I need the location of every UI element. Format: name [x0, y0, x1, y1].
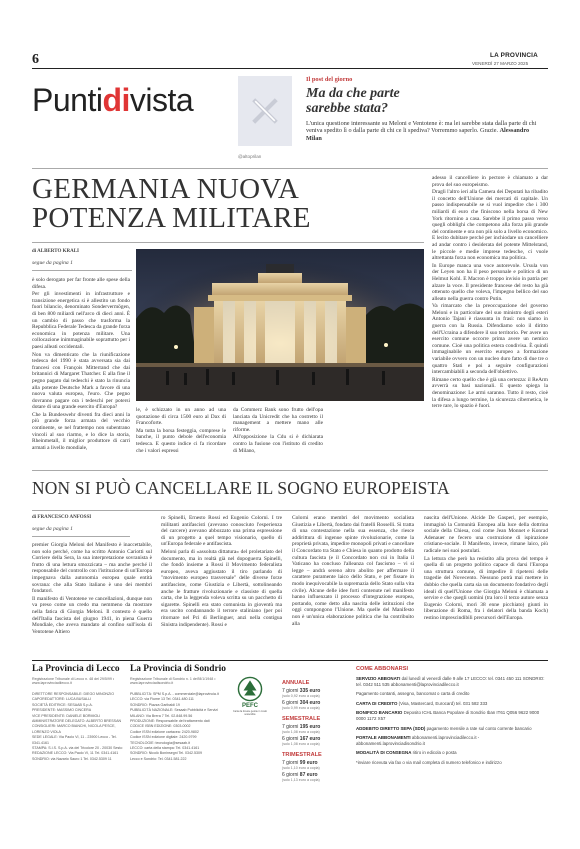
- semestrale-days-2: 6 giorni: [282, 736, 299, 742]
- subscription-text-4: Deposito ICHL Banca Popolare di Sondrio Iban IT61 Q056 9622 9000 0000 1172 X57: [356, 710, 540, 721]
- sondrio-staff-8: Codice ISSN edizione cartacea: 2420-9802: [130, 729, 199, 734]
- post-label: Il post del giorno: [306, 76, 353, 83]
- post-body: L'unica questione interessante su Meloni e Ventotene è: ma lei sarebbe stata dalla parte di chi veniva spedito lì o dalla parte di chi ce li spediva? Vorremmo saperlo. Grazie.: [306, 120, 537, 135]
- article1-byline-rule: [32, 270, 132, 271]
- article1-col1-p1: è solo derogato per far fronte alle spese della difesa.: [32, 277, 130, 290]
- article1-col4-p5: Rimane certo quello che è già una certezza: il ReArm avverrà su basi nazionali. E questo spiega la denominazione: Le armi saranno. Tutto il resto, cioè la difesa a lungo termine, la sicurezza cibernetica, le terre rare, lo spazio è fuori.: [432, 376, 548, 410]
- article1-col4-p3: In Europe manca una voce autorevole. Ursula von der Leyen non ha il peso personale e politico di un Helmut Kohl. E Macron è troppo invisio in patria per alzare la voce. Il presidente francese del resto ha già ottenuto quello che voleva, l'impegno bellico del suo alleato nella guerra contro Putin.: [432, 262, 548, 302]
- sondrio-staff-5: MILANO: Via Brera 7 Tel. 02.848.99.56: [130, 713, 193, 718]
- article1-column-1: [32, 277, 130, 462]
- article1-title-line2: POTENZA MILITARE: [32, 202, 311, 234]
- article2-col2-p2: Meloni parla di «assoluta dittatura» del proletariato del documento, ma in realtà già nel dopoguerra Spinelli, che fondò insieme a Rossi il Movimento federalista europeo, aveva aggiustato il tiro parlando di "movimento europeo trasversale" delle diverse forze antifasciste, come Giustizia e Libertà, sottolineando anche le fratture rivoluzionarie e classiste di quella carta, che la leggenda voleva scritta su un pacchetto di sigarette. Spinelli era stato comunista in gioventù ma era uscito condannando il terrore staliniano (per poi ritornare nel Pci di Berlinguer, anzi nella contigua Sinistra indipendente). Rossi e: [161, 548, 282, 628]
- article1-col3-p1: da Commerz Bank sono frutto dell'opa lanciata da Unicredit che ha costretto il management a mettere mano alle riforme.: [233, 407, 323, 433]
- trimestrale-note-1: (solo 1,10 euro a copia): [282, 766, 320, 770]
- subscription-text-8: *inviare ricevuta via fax o via mail completa di numero telefonico e indirizzo: [356, 759, 502, 765]
- subscription-text-5: pagamento mensile a rate sul conto corrente bancario: [426, 725, 532, 731]
- article1-col4-p2: Dragli l'altro ieri alla Camera dei Deputati ha ribadito il concetto dell'Unione dei mercati di capitale. Un passo indispensabile se si vuol impedire che i 300 miliardi di euro che finiscono nella borsa di New York ritornino a casa. Sarebbe il primo passo verso quegli obblighi che competono alla forza più grande del continente e ora non più solo a livello economico. E lecito dubitare perché per inchiodare un cancelliere ad andar contro i desiderata del potente Mittelstand, le piccole e medie imprese tedesche, ci vuole altrettanta forza non economica ma politica.: [432, 189, 548, 262]
- subscription-label-4: BONIFICO BANCARIO: [356, 710, 403, 716]
- sondrio-staff-3: SONDRIO: Piazza Garibaldi 19: [130, 702, 180, 707]
- pefc-logo: [232, 676, 268, 722]
- article1-top-rule: [32, 168, 548, 169]
- article1-continued: segue da pagina 1: [32, 260, 73, 266]
- lecco-staff-9: STAMPA: S.I.S. S.p.A. via del Tricolore 20 - 20030 Sesto: [32, 746, 123, 751]
- article1-col3-p2: All'opposizione la Cdu si è dichiarata contro la fusione con l'istituto di credito di Milano,: [233, 434, 323, 454]
- article1-column-4: [432, 175, 548, 462]
- semestrale-price-1: 195 euro: [299, 724, 321, 730]
- lecco-staff-8: SEDE LEGALE: Via Paolo VI, 11 - 23900 Lecco - Tel. 0341.4161: [32, 735, 117, 745]
- header-date: VENERDÌ 27 MARZO 2025: [472, 61, 529, 66]
- article2-col1-p1: premier Giorgia Meloni del Manifesto è inaccettabile, non solo perché, come ha scritto Antonio Cariotti sul Corriere della Sera, la sua interpretazione sovranista è frutto di una lettura smozzicata – ma anche perché il responsabile del controllo con l'istituzione di un'Europa impegnava dalla autonomia europea quale entità sovrana: che alla Stato italiano è uno dei membri fondatori.: [32, 542, 152, 595]
- footer-top-rule: [32, 660, 548, 661]
- annuale-price-1: 335 euro: [299, 688, 321, 694]
- article2-col4-p2: La lettura che però ha resistito alla prova del tempo è quella di un progetto politico capace di darsi l'Europa una struttura comune, di impedire il ripetersi delle tragedie del Novecento. Nessuno potrà mai mettere in dubbio che quella carta sia un documento fondativo degli ideali di quell'Unione che Giorgia Meloni è chiamata a servire e che quegli uomini (tra loro il terzo autore senza Eugenio Colorni, morì 38 enne picchiato) giunti in liberazione di Roma, fra i delatori della banda Koch) restino imprescindibili precursori dell'Europa.: [424, 555, 548, 621]
- article2-column-1: [32, 542, 152, 654]
- annuale-note-1: (solo 0,92 euro a copia): [282, 694, 320, 698]
- subscription-item-7: [356, 750, 548, 756]
- article1-col1-p2: Per gli investimenti in infrastrutture e transizione energetica si è allestito un fondo fuori bilancio, denominato Sondervermögen, di ben 800 miliardi nell'arco di dieci anni. È un cambio di passo che trasforma la Repubblica Federale Tedesca da grande forza economica in potenza militare. Una collocazione inimmaginabile soprattutto per i paesi alleati occidentali.: [32, 291, 130, 350]
- lecco-staff-6: AMMINISTRATORE DELEGATO: ALBERTO BRESSAN: [32, 719, 122, 724]
- subscription-label-6: PORTALE ABBONAMENTI: [356, 735, 411, 741]
- lecco-staff: [32, 692, 124, 822]
- brandenburg-gate-photo: [136, 249, 424, 401]
- subscription-text-3: (Visa, Mastercard, Eurocard) tel. 031 582 333: [398, 700, 488, 706]
- lecco-staff-5: VICE PRESIDENTE: DANIELE BORMIOLI: [32, 713, 101, 718]
- article1-title-rule: [32, 242, 424, 243]
- trimestrale-days-1: 7 giorni: [282, 760, 299, 766]
- lecco-info: Registrazione Tribunale di Lecco n. 48 del 29/5/99 • www.laprovinciadilecco.it: [32, 677, 115, 686]
- section-title-part1: Punti: [32, 82, 103, 118]
- trimestrale-heading: TRIMESTRALE: [282, 752, 322, 758]
- masthead-sondrio: La Provincia di Sondrio: [130, 664, 226, 674]
- annuale-heading: ANNUALE: [282, 680, 310, 686]
- post-handle: @altoprilan: [238, 154, 262, 159]
- article1-col1-p3: Non va dimenticato che la riunificazione tedesca del 1990 è stata avversata sia dai francesi con François Mitterrand che dai britannici di Margaret Thatcher. E alla fine il pegno pagato dai tedeschi è stato la rinuncia alla potente Deutsche Mark a favore di una nuova valuta europea, l'euro. Che pegno dovranno pagare ora i tedeschi per potersi dotare di una grande esercito d'Europa?: [32, 351, 130, 411]
- article2-byline-rule: [32, 536, 130, 537]
- article1-col2-p1: le, è schizzato in un anno ad una quotazione di circa 1500 euro al Dax di Francoforte.: [136, 407, 226, 427]
- article2-col2-p1: ro Spinelli, Ernesto Rossi ed Eugenio Colorni. I tre militanti antifascisti (avevano conosciuto l'esperienza del carcere) avevano abbozzato una prima espressione di un progetto a quel tempo visionario, quello di un'Europa federale e antifascista.: [161, 515, 282, 548]
- subscription-text-6: abbonamenti.laprovinciadilecco.it - abbonamenti.laprovinciadisondrio.it: [356, 735, 480, 746]
- sondrio-staff-11: LECCO: carta della stampa: Tel. 0341.4161: [130, 746, 200, 751]
- article2-column-3: [292, 515, 414, 655]
- x-logo-icon: [251, 97, 279, 125]
- article2-title: NON SI PUÒ CANCELLARE IL SOGNO EUROPEISTA: [32, 478, 450, 498]
- section-title-part3: vista: [129, 82, 194, 118]
- semestrale-note-1: (solo 1,08 euro a copia): [282, 730, 320, 734]
- subscription-label-1: SERVIZIO ABBONATI: [356, 676, 401, 681]
- sondrio-staff-6: PRODUZIONE: Responsabile del trattamento dati: [130, 719, 210, 724]
- subscription-item-6: [356, 735, 548, 746]
- header-rule: [32, 68, 548, 69]
- annuale-days-1: 7 giorni: [282, 688, 299, 694]
- pefc-tree-icon: [237, 676, 263, 702]
- trimestrale-price-2: 87 euro: [299, 772, 318, 778]
- article2-col1-p2: Il manifesto di Ventotene ve cancellazioni, dunque non va preso come un credo ma nemmeno da mostrare nella fatica di Giorgia Meloni. Il contesto è quello dell'Italia fascista del giugno 1941, in piena Guerra Mondiale, che aveva mandato al confino sull'isola di Ventotene Altiero: [32, 595, 152, 635]
- subscription-item-8: [356, 760, 548, 766]
- semestrale-heading: SEMESTRALE: [282, 716, 321, 722]
- subscription-item-3: [356, 701, 548, 707]
- sondrio-staff-9: Codice ISSN edizione digitale: 2420-9799: [130, 735, 197, 740]
- subscription-text-1: dal lunedì al venerdì dalle 9 alle 17 LECCO: tel. 0341 450 111 SONDRIO: tel. 0342 511 535 abbonamenti@laprovinciadilecco.it: [356, 676, 545, 687]
- article1-col1-p4: Che la Bundeswehr diventi fra dieci anni la più grande forza armata del vecchio continente, se nel frattempo non subentrano vincoli al suo riarmo, e lo dice la storia, Rheinmetall, il miglior produttore di carri armati a livello mondiale,: [32, 411, 130, 451]
- header-brand: LA PROVINCIA: [490, 52, 538, 59]
- article1-col4-p4: Va rimarcato che la preoccupazione del governo Meloni e in particolare del suo ministro degli esteri Antonio Tajani è riassunta in frasi: non siamo in guerra con la Russia. Difendiamo solo il diritto dell'Ucraina a difendere il suo territorio. Per avere un esercito comune occorre prima avere un nemico comune. Cioè una politica estera condivisa. È quindi immaginabile un esercito europeo a formazione variabile ovvero con un nucleo duro fatto di due tre o quattro Stati e poi a seguire configurazioni intercambiabili a seconda dell'obiettivo.: [432, 303, 548, 376]
- lecco-staff-1: DIRETTORE RESPONSABILE: DIEGO MINONZIO: [32, 692, 115, 696]
- lecco-staff-3: SOCIETÀ EDITRICE: SESAAB S.p.A.: [32, 702, 93, 707]
- photo-drawing: [136, 249, 424, 401]
- semestrale-days-1: 7 giorni: [282, 724, 299, 730]
- article2-col4-p1: nascita dell'Unione. Alcide De Gasperi, per esempio, immaginò la Comunità Europea alla luce della dottrina sociale della Chiesa, così come Jean Monnet e Konrad Adenauer ne fecero una costruzione di ispirazione cristiano-sociale. Il Manifesto, invece, rimane laico, più radicale nei suoi postulati.: [424, 515, 548, 554]
- trimestrale-price-1: 99 euro: [299, 760, 318, 766]
- lecco-staff-7: CONSIGLIERI: MARCO BIANCHI, NICOLA PESCE, LORENZO VIOLA: [32, 724, 116, 734]
- post-text: [306, 120, 546, 142]
- sondrio-staff-7: CODICE ISBN EDIZIONE: 0303-0002: [130, 724, 191, 729]
- article1-column-2: [136, 407, 226, 459]
- subscription-label-5: ADDEBITO DIRETTO SEPA (SDD): [356, 725, 426, 731]
- subscription-item-2: [356, 691, 548, 697]
- post-headline: Ma da che parte sarebbe stata?: [306, 86, 400, 116]
- article1-col4-p1: adesso il cancelliere in pectore è chiamato a dar prova del suo europeismo.: [432, 175, 548, 188]
- masthead-lecco: La Provincia di Lecco: [32, 664, 120, 674]
- article2-top-rule: [32, 470, 548, 471]
- x-logo-tile: [238, 76, 292, 146]
- lecco-staff-2: CAPOREDATTORE: LUCA BUSALLI: [32, 697, 92, 702]
- subscription-text-7: ritiro in edicola o posta: [412, 750, 457, 756]
- subscriptions-block: [356, 666, 548, 828]
- lecco-staff-10: REDAZIONE LECCO: Via Paolo VI, 11 Tel. 0341.4161: [32, 751, 119, 756]
- article1-title-line1: GERMANIA NUOVA: [32, 173, 300, 205]
- pefc-sub: Carta da foreste gestite in modo sostenibile: [232, 710, 268, 716]
- lecco-staff-4: PRESIDENTE: MASSIMO CINCERA: [32, 708, 92, 713]
- subscriptions-heading: COME ABBONARSI: [356, 666, 409, 672]
- article1-title: [32, 175, 422, 233]
- trimestrale-note-2: (solo 1,13 euro a copia): [282, 778, 320, 782]
- article1-col2-p2: Ma tutta la borsa festeggia, comprese le banche, il punto debole dell'economia tedesca. E questo indice ci fa ricordare che i valori espressi: [136, 427, 226, 454]
- article1-byline: di ALBERTO KRALI: [32, 249, 79, 254]
- article2-title-rule: [32, 510, 548, 511]
- subscription-item-4: [356, 710, 548, 721]
- section-title: [32, 84, 193, 116]
- post-author: Alessandro Milan: [306, 127, 530, 142]
- semestrale-note-2: (solo 1,08 euro a copia): [282, 742, 320, 746]
- article2-continued: segue da pagina 1: [32, 526, 73, 532]
- page-number: 6: [32, 52, 39, 67]
- semestrale-price-2: 167 euro: [299, 736, 321, 742]
- sondrio-staff-2: LECCO: via Fiume 13 Tel. 0341.480.111: [130, 697, 194, 702]
- subscription-label-3: CARTA DI CREDITO: [356, 700, 398, 706]
- article1-column-3: [233, 407, 323, 459]
- article2-column-4: [424, 515, 548, 655]
- sondrio-staff-4: PUBBLICITÀ NAZIONALE: Sesaab Pubblicità e Servizi: [130, 708, 218, 713]
- sondrio-staff-12: SONDRIO: Nicolò Boninsegni Tel. 0342.5309: [130, 751, 203, 756]
- annuale-price-2: 304 euro: [299, 700, 321, 706]
- pefc-label: PEFC: [241, 703, 258, 709]
- sondrio-staff-10: TECNOLOGIE: tecnologia@sesaab.it: [130, 740, 190, 745]
- annuale-note-2: (solo 0,99 euro a copia): [282, 706, 320, 710]
- sondrio-staff-13: Lecco e Sondrio: Tel. 0341.581.222: [130, 756, 187, 761]
- sondrio-info: Registrazione Tribunale di Sondrio n. 1 dell'8/1/1948 • www.laprovinciadisondrio.it: [130, 677, 216, 686]
- article2-column-2: [161, 515, 282, 655]
- post-box: [238, 76, 548, 166]
- sondrio-staff: [130, 692, 222, 822]
- lecco-staff-11: SONDRIO: via Nazario Sauro 1 Tel. 0342.5309 11: [32, 756, 112, 761]
- subscription-label-7: MODALITÀ DI CONSEGNA: [356, 750, 412, 756]
- subscription-item-5: [356, 726, 548, 732]
- article2-byline: di FRANCESCO ANFOSSI: [32, 515, 92, 520]
- section-title-part2: di: [102, 82, 130, 118]
- price-block: [282, 680, 348, 782]
- annuale-days-2: 6 giorni: [282, 700, 299, 706]
- sondrio-staff-1: PUBBLICITÀ: SPM S.p.A. - commerciale@laprovincia.it: [130, 692, 219, 696]
- trimestrale-days-2: 6 giorni: [282, 772, 299, 778]
- subscription-text-2: Pagamento contanti, assegno, bancomat o carta di credito: [356, 691, 470, 697]
- subscription-item-1: [356, 676, 548, 687]
- article2-col3-p1: Colorni erano membri del movimento socialista Giustizia e Libertà, fondato dai fratelli Rosselli. Si tratta di una contestazione nella sua essenza, che riesce addirittura di ingenue spinte rivoluzionarie, come la proprietà privata, impedire monopoli privati e cancellare il Concordato tra Stato e Chiesa in quanto prodotto della cultura fascista (e il Concordato non cui in Italia il Vaticano ha concluso l'alleanza col fascismo – vi si legge – andrà sereno altro abolito per affermare il carattere puramente laico dello Stato, e per fissare in modo inequivocabile la supremazia dello Stato sulla vita civile). Alcune delle idee forti contenute nel manifesto hanno influenzato il processo d'integrazione europea, portando, come detto alla nascita delle istituzioni che oggi compongono l'Unione. Ma quelle del Manifesto non è un'unica elaborazione politica che ha contribuito alla: [292, 515, 414, 627]
